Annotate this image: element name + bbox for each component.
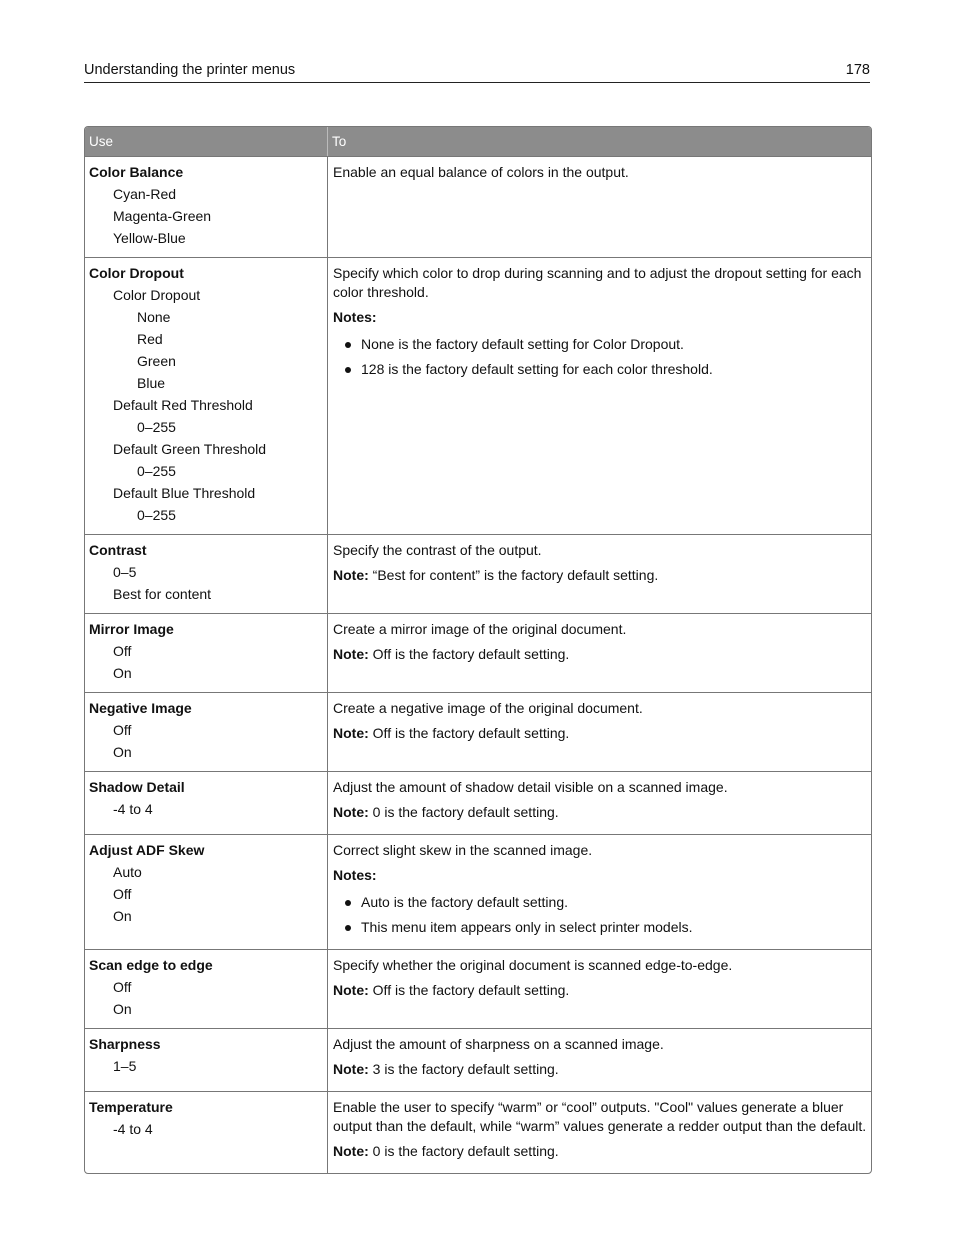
description-cell — [328, 1029, 871, 1091]
note-text — [333, 981, 867, 1000]
menu-option: On — [113, 744, 132, 760]
description-text: Enable an equal balance of colors in the output. — [333, 164, 629, 180]
menu-option: On — [113, 665, 132, 681]
menu-sub-option: Red — [137, 331, 163, 347]
menu-option: On — [113, 908, 132, 924]
description-cell — [328, 772, 871, 834]
description-text: Adjust the amount of shadow detail visible on a scanned image. — [333, 779, 728, 795]
menu-item-cell — [85, 1092, 328, 1173]
note-label: Note: — [333, 646, 369, 662]
menu-option: Auto — [113, 864, 142, 880]
table-row — [85, 771, 871, 834]
table-row — [85, 949, 871, 1028]
menu-option: -4 to 4 — [113, 1121, 153, 1137]
menu-item-cell — [85, 950, 328, 1028]
column-header-to: To — [332, 134, 347, 149]
menu-option: Default Blue Threshold — [113, 485, 256, 501]
note-item-text: This menu item appears only in select printer models. — [361, 919, 693, 935]
note-label: Note: — [333, 1061, 369, 1077]
table-body — [85, 156, 871, 1173]
menu-option: Best for content — [113, 586, 212, 602]
note-label: Note: — [333, 725, 369, 741]
menu-item-title: Color Dropout — [89, 265, 184, 281]
menu-item-cell — [85, 614, 328, 692]
menu-item-title: Shadow Detail — [89, 779, 185, 795]
list-item — [333, 335, 867, 354]
list-item — [333, 360, 867, 379]
menu-option: On — [113, 1001, 132, 1017]
description-cell — [328, 693, 871, 771]
note-item-text: None is the factory default setting for Color Dropout. — [361, 336, 684, 352]
menu-item-cell — [85, 1029, 328, 1091]
description-text: Adjust the amount of sharpness on a scanned image. — [333, 1036, 664, 1052]
bullet-icon — [345, 900, 351, 906]
menu-item-cell — [85, 835, 328, 949]
note-text — [333, 1060, 867, 1079]
menu-sub-option: Green — [137, 353, 176, 369]
bullet-icon — [345, 925, 351, 931]
menu-option: Off — [113, 886, 132, 902]
menu-item-cell — [85, 535, 328, 613]
bullet-icon — [345, 367, 351, 373]
note-body: Off is the factory default setting. — [368, 982, 570, 998]
description-cell — [328, 835, 871, 949]
menu-sub-option: 0–255 — [137, 419, 176, 435]
notes-heading: Notes: — [333, 867, 377, 883]
menu-option: Cyan-Red — [113, 186, 177, 202]
description-cell — [328, 258, 871, 534]
menu-option: Color Dropout — [113, 287, 201, 303]
note-text — [333, 645, 867, 664]
notes-list — [333, 335, 867, 379]
menu-item-title: Mirror Image — [89, 621, 174, 637]
description-text: Specify whether the original document is scanned edge-to-edge. — [333, 957, 733, 973]
menu-option: Default Red Threshold — [113, 397, 253, 413]
menu-item-title: Negative Image — [89, 700, 192, 716]
description-cell — [328, 614, 871, 692]
note-item-text: 128 is the factory default setting for each color threshold. — [361, 361, 713, 377]
description-text: Create a mirror image of the original document. — [333, 621, 627, 637]
note-body: Off is the factory default setting. — [368, 646, 570, 662]
menu-option: Off — [113, 722, 132, 738]
menu-sub-option: 0–255 — [137, 463, 176, 479]
page-header — [84, 58, 870, 83]
menu-item-cell — [85, 258, 328, 534]
page-header-title: Understanding the printer menus — [84, 62, 296, 78]
table-row — [85, 257, 871, 534]
note-label: Note: — [333, 567, 369, 583]
note-item-text: Auto is the factory default setting. — [361, 894, 569, 910]
description-cell — [328, 535, 871, 613]
table-row — [85, 534, 871, 613]
description-text: Enable the user to specify “warm” or “cool” outputs. "Cool" values generate a bluer output than the default, while “warm” values generate a redder output than the default. — [333, 1099, 867, 1134]
note-label: Note: — [333, 1143, 369, 1159]
description-text: Specify the contrast of the output. — [333, 542, 542, 558]
table-row — [85, 1091, 871, 1173]
menu-option: Off — [113, 643, 132, 659]
description-text: Correct slight skew in the scanned image. — [333, 842, 593, 858]
menu-sub-option: Blue — [137, 375, 166, 391]
menu-item-cell — [85, 772, 328, 834]
list-item — [333, 893, 867, 912]
note-label: Note: — [333, 804, 369, 820]
note-text — [333, 566, 867, 585]
table-row — [85, 156, 871, 257]
table-header-row — [85, 127, 871, 156]
note-label: Note: — [333, 982, 369, 998]
note-text — [333, 803, 867, 822]
menu-item-cell — [85, 693, 328, 771]
list-item — [333, 918, 867, 937]
note-body: “Best for content” is the factory default setting. — [368, 567, 659, 583]
menu-item-title: Sharpness — [89, 1036, 161, 1052]
menu-item-title: Adjust ADF Skew — [89, 842, 205, 858]
note-body: 0 is the factory default setting. — [368, 804, 559, 820]
menu-item-title: Color Balance — [89, 164, 184, 180]
menu-option: 0–5 — [113, 564, 137, 580]
menu-item-title: Temperature — [89, 1099, 173, 1115]
menu-item-title: Scan edge to edge — [89, 957, 213, 973]
menu-option: Default Green Threshold — [113, 441, 267, 457]
menu-item-title: Contrast — [89, 542, 147, 558]
page-number: 178 — [845, 62, 870, 78]
notes-heading: Notes: — [333, 309, 377, 325]
menu-option: Yellow-Blue — [113, 230, 186, 246]
table-row — [85, 1028, 871, 1091]
note-body: 0 is the factory default setting. — [368, 1143, 559, 1159]
note-text — [333, 724, 867, 743]
note-text — [333, 1142, 867, 1161]
description-cell — [328, 157, 871, 257]
menu-option: Off — [113, 979, 132, 995]
description-cell — [328, 1092, 871, 1173]
menu-option: 1–5 — [113, 1058, 137, 1074]
column-header-use: Use — [85, 127, 328, 156]
table-row — [85, 692, 871, 771]
note-body: 3 is the factory default setting. — [368, 1061, 559, 1077]
description-text: Create a negative image of the original document. — [333, 700, 643, 716]
menu-option: -4 to 4 — [113, 801, 153, 817]
table-row — [85, 834, 871, 949]
notes-list — [333, 893, 867, 937]
menu-option: Magenta-Green — [113, 208, 212, 224]
menu-sub-option: None — [137, 309, 171, 325]
bullet-icon — [345, 342, 351, 348]
description-cell — [328, 950, 871, 1028]
menu-settings-table — [84, 126, 872, 1174]
menu-item-cell — [85, 157, 328, 257]
note-body: Off is the factory default setting. — [368, 725, 570, 741]
table-row — [85, 613, 871, 692]
menu-sub-option: 0–255 — [137, 507, 176, 523]
description-text: Specify which color to drop during scanning and to adjust the dropout setting for each color threshold. — [333, 265, 862, 300]
